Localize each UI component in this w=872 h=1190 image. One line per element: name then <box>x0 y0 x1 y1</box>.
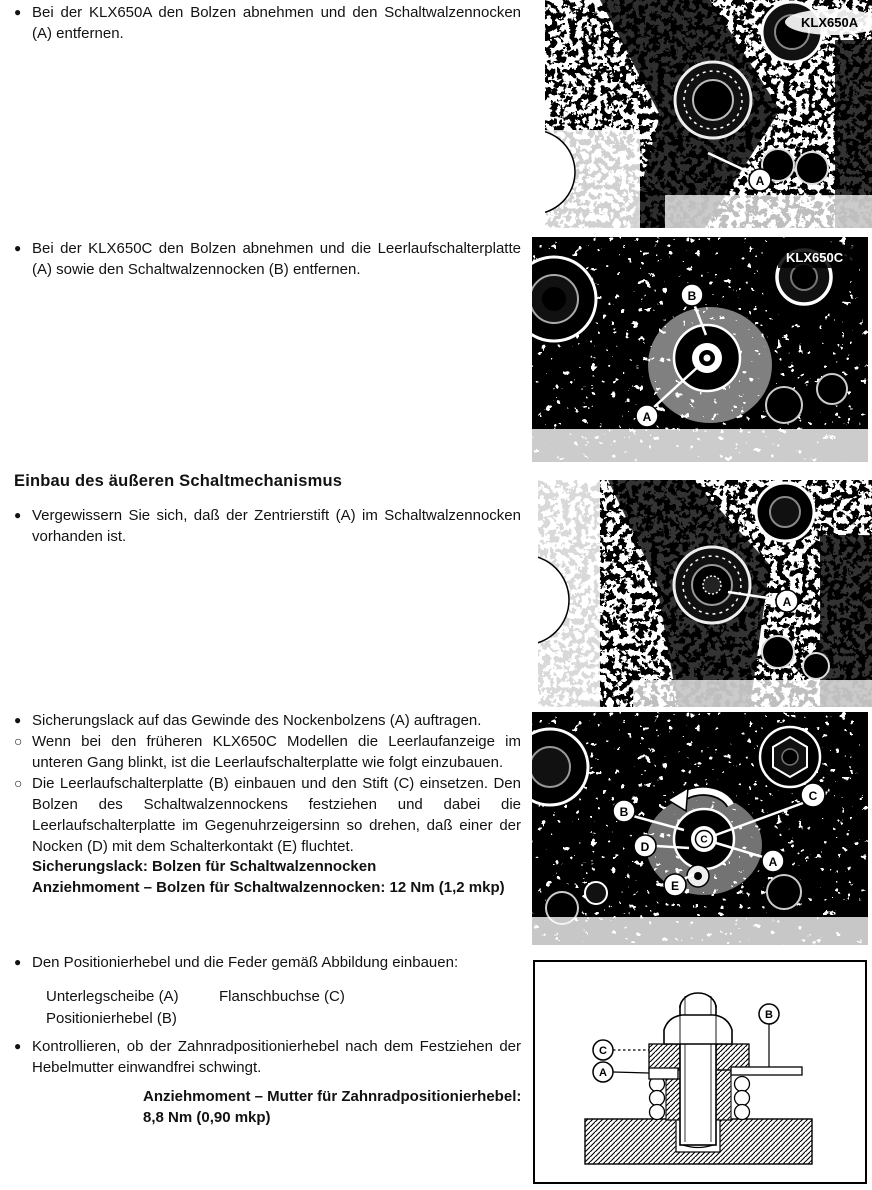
step-check-lever <box>14 1036 521 1078</box>
model-label: KLX650A <box>801 15 859 30</box>
spec-line: Sicherungslack: Bolzen für Schaltwalzennocken <box>32 858 377 875</box>
model-label: KLX650C <box>786 250 844 265</box>
callout-e-bubble <box>664 874 686 896</box>
bullet-solid-icon: ● <box>14 713 22 727</box>
bushing-right <box>716 1044 749 1070</box>
callout-c-bubble <box>593 1040 613 1060</box>
callout-b-bubble <box>613 800 635 822</box>
step-text: Vergewissern Sie sich, daß der Zentrierstift (A) im Schaltwalzennocken vorhanden ist. <box>32 507 521 545</box>
step-check-pin <box>14 505 521 547</box>
spec-torque-shift-cam <box>32 856 532 898</box>
svg-text:A: A <box>599 1067 607 1079</box>
callout-a-bubble <box>636 405 658 427</box>
bullet-solid-icon: ● <box>14 955 22 969</box>
bullet-solid-icon: ● <box>14 1039 22 1053</box>
part-positioning-lever: Positionierhebel (B) <box>46 1010 177 1027</box>
callout-d-bubble <box>634 835 656 857</box>
svg-text:C: C <box>599 1045 607 1057</box>
spec-line: 8,8 Nm (0,90 mkp) <box>143 1109 271 1126</box>
photo-klx650a-art <box>545 0 872 228</box>
bullet-open-icon: ○ <box>14 775 23 791</box>
bearing-top-right <box>756 483 814 541</box>
callout-a-bubble <box>593 1062 613 1082</box>
step-text: Den Positionierhebel und die Feder gemäß Abbildung einbauen: <box>32 954 459 971</box>
photo-centering-pin-art <box>538 480 872 707</box>
spring-right <box>735 1077 750 1120</box>
photo-switch-plate-adjust <box>532 712 868 945</box>
diagram-lever-assembly <box>533 960 867 1184</box>
callout-b-bubble <box>681 284 703 306</box>
step-remove-klx650c <box>14 238 521 280</box>
bore-small-2 <box>796 152 828 184</box>
photo-klx650a-engine <box>545 0 872 228</box>
bullet-solid-icon: ● <box>14 508 22 522</box>
spring-left <box>650 1077 665 1120</box>
parts-row <box>46 1008 466 1030</box>
photo-switch-plate-art <box>532 712 868 945</box>
callout-a-bubble <box>749 169 771 191</box>
callout-c-center-bubble <box>696 831 713 848</box>
svg-text:A: A <box>768 855 778 869</box>
bullet-solid-icon: ● <box>14 241 22 255</box>
part-washer: Unterlegscheibe (A) <box>46 988 179 1005</box>
diagram-art <box>535 962 865 1182</box>
svg-text:A: A <box>642 410 652 424</box>
svg-text:E: E <box>670 879 680 893</box>
callout-b-bubble <box>759 1004 779 1024</box>
lever-bar <box>731 1067 802 1075</box>
hex-nut <box>664 1015 732 1044</box>
substep-install-plate <box>14 773 521 857</box>
parts-row <box>46 986 466 1008</box>
svg-text:D: D <box>640 840 650 854</box>
callout-a-leader <box>613 1072 649 1073</box>
callout-a-bubble <box>776 590 798 612</box>
svg-text:B: B <box>765 1009 773 1021</box>
bullet-solid-icon: ● <box>14 5 22 19</box>
photo-klx650c-art <box>532 237 868 462</box>
step-text: Die Leerlaufschalterplatte (B) einbauen und den Stift (C) einsetzen. Den Bolzen des Schaltwalzennockens festziehen und dabei die Leerlaufschalterplatte im Gegenuhrzeigersinn so drehen, daß einer der Nocken (D) mit dem Schalterkontakt (E) fluchtet. <box>32 775 521 855</box>
boss-right <box>716 1070 731 1120</box>
callout-c-bubble <box>801 783 825 807</box>
step-text: Bei der KLX650A den Bolzen abnehmen und den Schaltwalzennocken (A) entfernen. <box>32 4 521 42</box>
svg-text:A: A <box>755 174 765 188</box>
step-text: Wenn bei den früheren KLX650C Modellen die Leerlaufanzeige im unteren Gang blinkt, ist die Leerlaufschalterplatte wie folgt einzubauen. <box>32 733 521 771</box>
substep-neutral-indicator <box>14 731 521 773</box>
photo-klx650c-engine <box>532 237 868 462</box>
step-apply-lock <box>14 710 521 731</box>
step-install-lever <box>14 952 521 973</box>
step-text: Bei der KLX650C den Bolzen abnehmen und die Leerlaufschalterplatte (A) sowie den Schaltwalzennocken (B) entfernen. <box>32 240 521 278</box>
washer <box>649 1068 678 1079</box>
step-remove-klx650a <box>14 2 521 44</box>
part-flanged-bushing: Flanschbuchse (C) <box>219 988 345 1005</box>
svg-text:C: C <box>808 789 818 803</box>
svg-text:B: B <box>687 289 697 303</box>
bullet-open-icon: ○ <box>14 733 23 749</box>
section-heading: Einbau des äußeren Schaltmechanismus <box>14 472 343 490</box>
spec-line: Anziehmoment – Bolzen für Schaltwalzennocken: 12 Nm (1,2 mkp) <box>32 879 505 896</box>
callout-a-bubble <box>762 850 784 872</box>
photo-centering-pin <box>538 480 872 707</box>
hex-bolt-top-right <box>760 727 820 787</box>
svg-text:B: B <box>619 805 629 819</box>
boss-left <box>666 1079 680 1120</box>
spec-line: Anziehmoment – Mutter für Zahnradpositionierhebel: <box>143 1088 522 1105</box>
step-group-locking-agent <box>14 710 521 857</box>
spec-torque-lever-nut <box>32 1086 532 1128</box>
parts-list <box>46 986 466 1030</box>
svg-text:A: A <box>782 595 792 609</box>
step-text: Kontrollieren, ob der Zahnradpositionierhebel nach dem Festziehen der Hebelmutter einwandfrei schwingt. <box>32 1038 521 1076</box>
step-text: Sicherungslack auf das Gewinde des Nockenbolzens (A) auftragen. <box>32 712 482 729</box>
bushing-left <box>649 1044 680 1070</box>
center-bore <box>675 62 751 138</box>
svg-text:C: C <box>700 834 708 846</box>
center-bore <box>674 547 750 623</box>
